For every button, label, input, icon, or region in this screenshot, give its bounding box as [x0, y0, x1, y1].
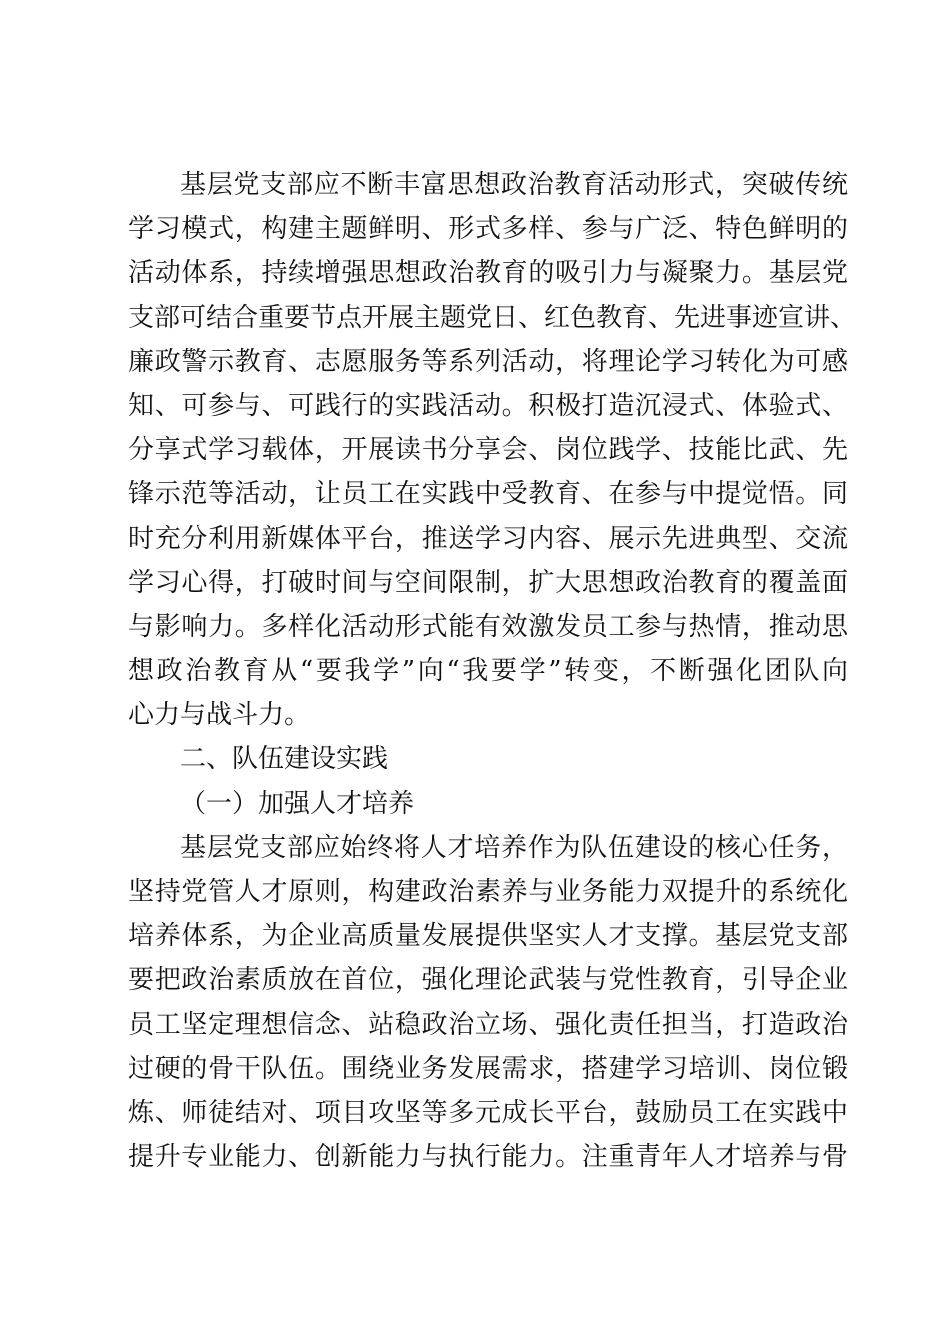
- paragraph-line: 提升专业能力、创新能力与执行能力。注重青年人才培养与骨: [128, 1142, 848, 1173]
- document-body: [128, 163, 857, 1179]
- paragraph-talent-training: [128, 826, 848, 1180]
- paragraph-line: 学习心得，打破时间与空间限制，扩大思想政治教育的覆盖面: [128, 567, 848, 598]
- section-heading: 二、队伍建设实践: [180, 744, 389, 775]
- paragraph-line: 廉政警示教育、志愿服务等系列活动，将理论学习转化为可感: [128, 346, 848, 377]
- subsection-heading: （一）加强人才培养: [180, 788, 415, 819]
- paragraph-line: 知、可参与、可践行的实践活动。积极打造沉浸式、体验式、: [128, 390, 848, 421]
- paragraph-line: 支部可结合重要节点开展主题党日、红色教育、先进事迹宣讲、: [128, 302, 857, 333]
- paragraph-line: 基层党支部应始终将人才培养作为队伍建设的核心任务，: [180, 832, 848, 863]
- paragraph-line: 分享式学习载体，开展读书分享会、岗位践学、技能比武、先: [128, 435, 848, 466]
- paragraph-line: 员工坚定理想信念、站稳政治立场、强化责任担当，打造政治: [128, 1009, 848, 1040]
- paragraph-line: 与影响力。多样化活动形式能有效激发员工参与热情，推动思: [128, 611, 848, 642]
- paragraph-line: 坚持党管人才原则，构建政治素养与业务能力双提升的系统化: [128, 877, 848, 907]
- paragraph-line: 过硬的骨干队伍。围绕业务发展需求，搭建学习培训、岗位锻: [128, 1053, 848, 1084]
- paragraph-line: 活动体系，持续增强思想政治教育的吸引力与凝聚力。基层党: [128, 258, 848, 289]
- paragraph-education-activities: [128, 163, 857, 737]
- paragraph-line: 培养体系，为企业高质量发展提供坚实人才支撑。基层党支部: [128, 921, 848, 952]
- paragraph-line: 时充分利用新媒体平台，推送学习内容、展示先进典型、交流: [128, 523, 848, 554]
- paragraph-line: 炼、师徒结对、项目攻坚等多元成长平台，鼓励员工在实践中: [128, 1097, 848, 1128]
- paragraph-line: 锋示范等活动，让员工在实践中受教育、在参与中提觉悟。同: [128, 479, 848, 510]
- paragraph-line: 学习模式，构建主题鲜明、形式多样、参与广泛、特色鲜明的: [128, 214, 848, 245]
- paragraph-line: 想政治教育从“要我学”向“我要学”转变，不断强化团队向: [128, 656, 848, 687]
- paragraph-line: 心力与战斗力。: [128, 700, 311, 731]
- paragraph-line: 基层党支部应不断丰富思想政治教育活动形式，突破传统: [180, 170, 848, 200]
- paragraph-line: 要把政治素质放在首位，强化理论武装与党性教育，引导企业: [128, 965, 848, 996]
